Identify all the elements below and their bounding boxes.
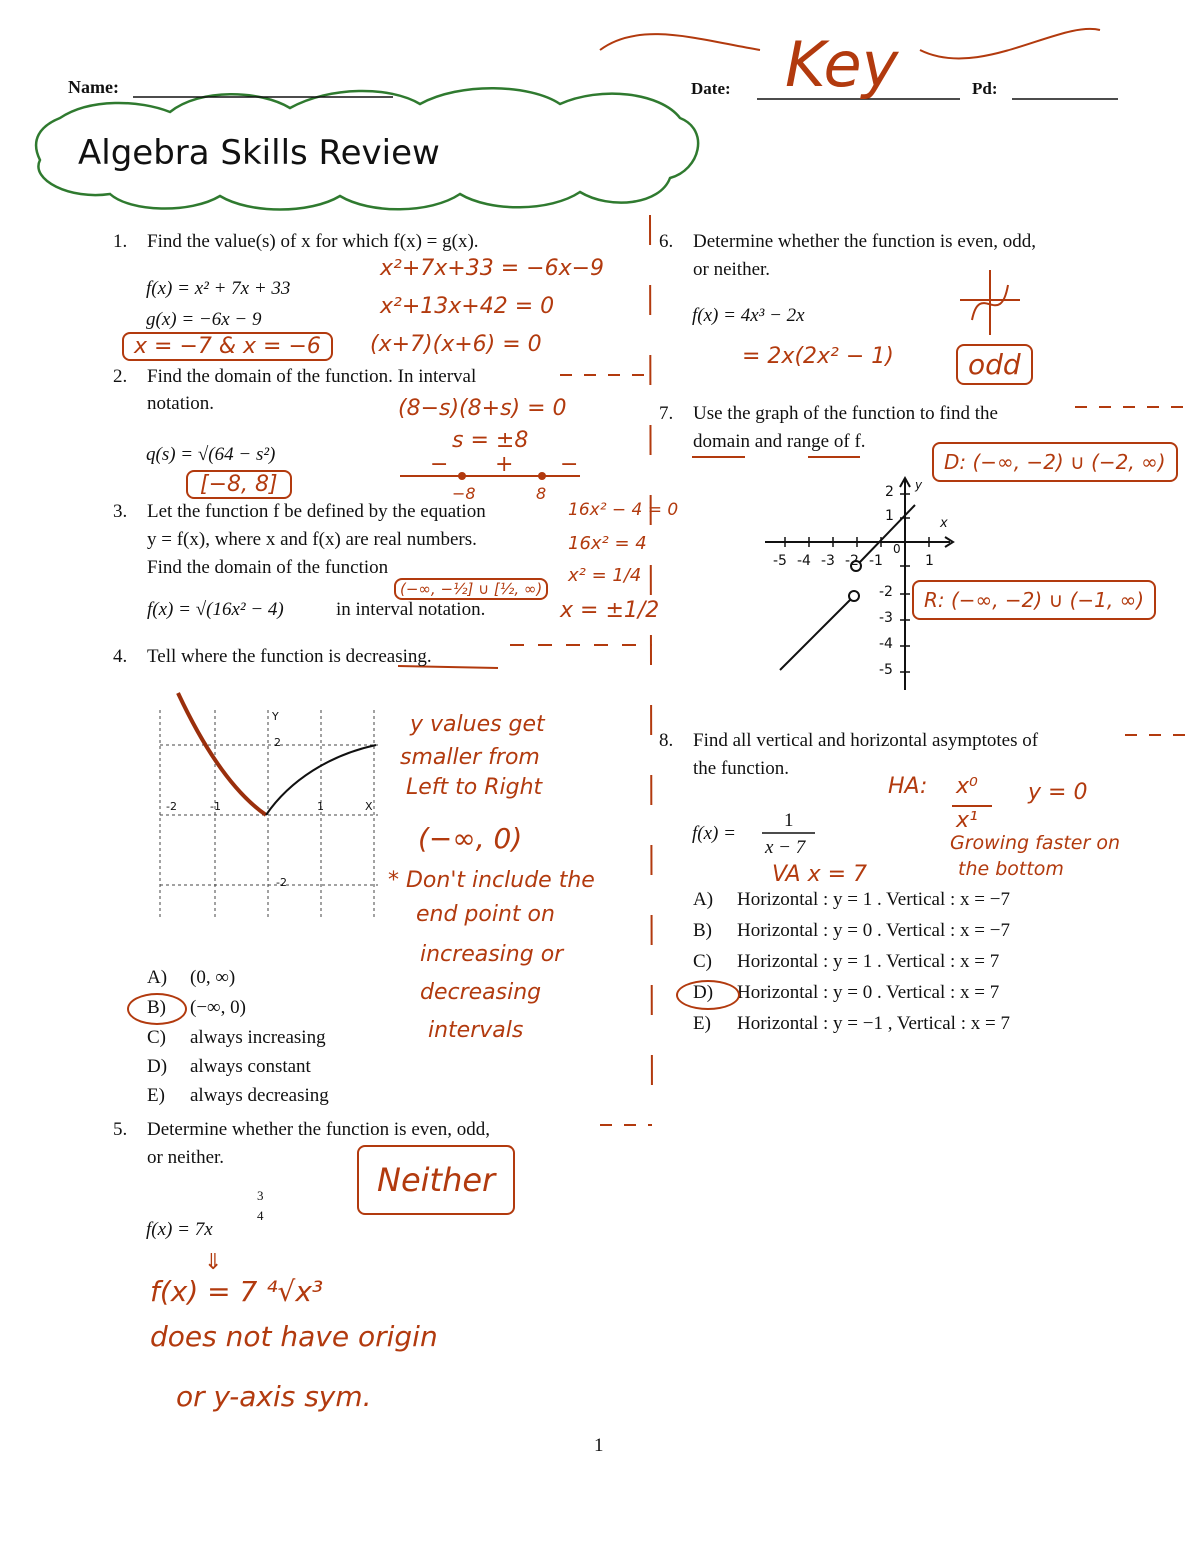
q3-answer: (−∞, −½] ∪ [½, ∞) [394,578,548,600]
q1-answer: x = −7 & x = −6 [122,332,333,361]
q3-function: f(x) = √(16x² − 4) [147,599,284,620]
q5-prompt-2: or neither. [147,1147,225,1168]
q7-prompt-2: domain and range of f. [693,431,866,452]
q8-ha-den: x¹ [956,808,978,833]
q3-prompt: Let the function f be defined by the equation [147,501,486,522]
q5-work-1: f(x) = 7 ⁴√x³ [150,1275,324,1308]
q7-domain: D: (−∞, −2) ∪ (−2, ∞) [932,442,1178,482]
q3-number: 3. [113,501,128,522]
q8-function-den: x − 7 [765,837,806,858]
q8-option-letter-a: A) [693,889,714,910]
q8-function-lhs: f(x) = [692,823,736,844]
q8-option-letter-d: D) [693,982,714,1003]
q6-prompt-2: or neither. [693,259,771,280]
q2-work-2: s = ±8 [452,428,529,453]
q7-xtick-3: -3 [821,553,835,569]
q4-answer-circle [127,993,187,1025]
q4-note2-2: end point on [416,902,555,927]
q4-graph-m2: -2 [166,800,177,813]
date-label: Date: [691,79,731,98]
q3-work-3: x² = 1/4 [568,565,642,586]
q5-answer: Neither [357,1145,515,1215]
q7-ytick-1: 2 [885,484,894,500]
q4-option-text-a: (0, ∞) [190,967,236,988]
q7-xtick-1: -5 [773,553,787,569]
q4-option-letter-c: C) [147,1027,166,1048]
q8-option-text-d: Horizontal : y = 0 . Vertical : x = 7 [737,982,1000,1003]
q2-function: q(s) = √(64 − s²) [146,444,276,465]
q6-answer: odd [956,344,1033,385]
q2-mark-1: −8 [452,484,476,503]
q5-work-3: or y-axis sym. [176,1380,372,1413]
q4-option-letter-b: B) [147,997,166,1018]
q5-number: 5. [113,1119,128,1140]
q4-option-letter-d: D) [147,1056,168,1077]
q4-graph-y: Y [272,710,279,723]
q4-note2-5: intervals [428,1018,524,1043]
q3-function-suffix: in interval notation. [336,599,486,620]
q4-option-text-c: always increasing [190,1027,326,1048]
q7-graph-y: y [915,478,923,492]
q8-va: VA x = 7 [772,862,868,887]
q4-interval: (−∞, 0) [418,822,523,855]
q4-graph-x: X [365,800,373,813]
q8-option-letter-b: B) [693,920,712,941]
q2-sign-3: − [560,452,579,477]
q4-option-text-b: (−∞, 0) [190,997,246,1018]
q4-graph [160,710,378,920]
q4-graph-ym2: -2 [276,876,287,889]
q4-graph-1: 1 [317,800,324,813]
q5-function: f(x) = 7x [146,1219,213,1240]
q6-function: f(x) = 4x³ − 2x [692,305,805,326]
q7-ytick-2: 1 [885,508,894,524]
page-title: Algebra Skills Review [78,133,440,173]
q2-sign-2: + [495,452,514,477]
q2-mark-2: 8 [536,484,547,503]
q8-ha-note-1: Growing faster on [950,832,1121,854]
q8-prompt: Find all vertical and horizontal asymptotes of [693,730,1039,751]
q2-number: 2. [113,366,128,387]
q5-work-2: does not have origin [150,1320,438,1353]
q4-note-1: y values get [410,712,545,737]
q5-exp-den: 4 [257,1208,264,1223]
q7-range: R: (−∞, −2) ∪ (−1, ∞) [912,580,1156,620]
q2-work-1: (8−s)(8+s) = 0 [398,396,567,421]
q8-option-letter-c: C) [693,951,712,972]
q8-option-letter-e: E) [693,1013,711,1034]
q8-function-num: 1 [784,810,794,831]
name-label: Name: [68,77,119,97]
q6-work: = 2x(2x² − 1) [742,344,894,369]
q3-prompt-3: Find the domain of the function [147,557,389,578]
q3-prompt-2: y = f(x), where x and f(x) are real numbers. [147,529,477,550]
q8-option-text-b: Horizontal : y = 0 . Vertical : x = −7 [737,920,1010,941]
q4-option-letter-a: A) [147,967,168,988]
q3-work-4: x = ±1/2 [560,598,660,623]
q7-xtick-6: 1 [925,553,934,569]
q1-prompt: Find the value(s) of x for which f(x) = g(x). [147,231,479,252]
q7-xtick-4: -2 [845,553,859,569]
date-value: Key [785,28,899,101]
q7-graph-x: x [940,516,948,531]
q2-prompt: Find the domain of the function. In interval [147,366,477,387]
q1-work-1: x²+7x+33 = −6x−9 [380,256,605,281]
q4-note2-1: * Don't include the [388,868,595,893]
q4-note-3: Left to Right [406,775,543,800]
q4-option-letter-e: E) [147,1085,165,1106]
q1-work-3: (x+7)(x+6) = 0 [370,332,542,357]
q8-prompt-2: the function. [693,758,790,779]
q1-number: 1. [113,231,128,252]
q7-xtick-2: -4 [797,553,811,569]
q4-note2-4: decreasing [420,980,542,1005]
q8-number: 8. [659,730,674,751]
q5-exp-num: 3 [257,1188,264,1203]
q1-f: f(x) = x² + 7x + 33 [146,278,291,299]
q8-ha-answer: y = 0 [1028,780,1088,805]
q8-option-text-a: Horizontal : y = 1 . Vertical : x = −7 [737,889,1010,910]
q7-ytick-5: -3 [879,610,893,626]
q5-prompt: Determine whether the function is even, odd, [147,1119,490,1140]
page-number: 1 [594,1435,604,1456]
q4-note2-3: increasing or [420,942,564,967]
q8-ha-num: x⁰ [956,774,978,799]
q7-prompt: Use the graph of the function to find the [693,403,998,424]
q2-prompt-2: notation. [147,393,215,414]
q4-option-text-d: always constant [190,1056,311,1077]
q1-g: g(x) = −6x − 9 [146,309,262,330]
q4-note-2: smaller from [400,745,540,770]
q8-answer-circle [676,980,740,1010]
q7-number: 7. [659,403,674,424]
q6-prompt: Determine whether the function is even, odd, [693,231,1036,252]
period-label: Pd: [972,79,998,98]
q8-option-text-c: Horizontal : y = 1 . Vertical : x = 7 [737,951,1000,972]
q8-option-text-e: Horizontal : y = −1 , Vertical : x = 7 [737,1013,1010,1034]
q6-number: 6. [659,231,674,252]
q3-work-1: 16x² − 4 = 0 [568,500,679,520]
q7-ytick-3: 0 [893,542,901,556]
q4-curve-decreasing [178,693,266,815]
q4-graph-2: 2 [274,736,281,749]
q4-option-text-e: always decreasing [190,1085,329,1106]
q7-ytick-4: -2 [879,584,893,600]
q8-ha-note-2: the bottom [958,858,1064,880]
q4-graph-m1: -1 [210,800,221,813]
q5-arrow: ⇓ [204,1250,223,1275]
q7-ytick-7: -5 [879,662,893,678]
q4-prompt: Tell where the function is decreasing. [147,646,432,667]
q3-work-2: 16x² = 4 [568,533,647,554]
q4-number: 4. [113,646,128,667]
q7-ytick-6: -4 [879,636,893,652]
q2-answer: [−8, 8] [186,470,292,499]
q8-ha-label: HA: [888,774,928,799]
q2-sign-1: − [430,452,449,477]
q7-xtick-5: -1 [869,553,883,569]
q1-work-2: x²+13x+42 = 0 [380,294,555,319]
